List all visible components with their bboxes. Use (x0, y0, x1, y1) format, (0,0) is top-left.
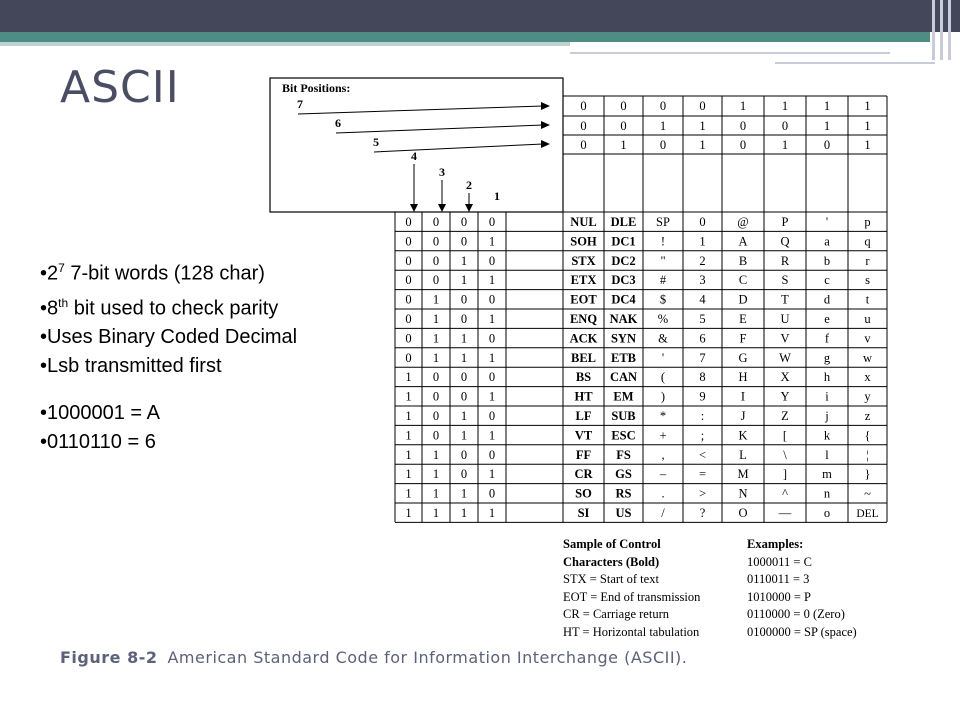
char-cell: w (862, 350, 873, 365)
row-bit-cell: 0 (405, 292, 412, 307)
row-bit-cell: 0 (488, 486, 496, 501)
row-bit-cell: 1 (432, 447, 440, 462)
row-bit-cell: 1 (405, 467, 412, 482)
bit-label: 3 (439, 165, 445, 179)
top-bit-cell: 0 (739, 119, 747, 133)
char-cell: p (864, 215, 871, 229)
row-bit-cell: 0 (405, 312, 412, 326)
top-bit-cell: 1 (864, 138, 871, 152)
char-cell: Y (780, 389, 790, 404)
row-bit-cell: 1 (460, 331, 468, 346)
control-samples (563, 536, 700, 641)
bullet-item: •8th bit used to check parity (40, 295, 279, 320)
control-char-cell: FS (616, 447, 631, 462)
row-bit-cell: 1 (405, 447, 412, 462)
row-bit-cell: 1 (488, 312, 496, 326)
caption-text: American Standard Code for Information Interchange (ASCII). (167, 648, 688, 667)
top-bit-cell: 1 (864, 119, 871, 133)
char-cell: L (739, 447, 747, 462)
top-bit-cell: 0 (823, 138, 831, 152)
arrow-head (541, 140, 550, 148)
char-cell: n (823, 486, 831, 501)
char-cell: b (823, 253, 831, 268)
char-cell: ~ (864, 486, 871, 501)
row-bit-cell: 1 (488, 467, 496, 482)
char-cell: m (822, 467, 832, 482)
row-bit-cell: 0 (460, 292, 468, 307)
char-cell: N (738, 486, 748, 501)
char-cell: [ (782, 428, 788, 443)
control-char-cell: SUB (611, 409, 636, 423)
char-cell: c (824, 273, 830, 288)
figure-caption (60, 648, 687, 667)
bullet-list (40, 254, 297, 457)
row-bit-cell: 1 (460, 428, 468, 443)
bit-label: 4 (411, 149, 417, 163)
row-bit-cell: 1 (432, 486, 440, 501)
control-item: HT = Horizontal tabulation (563, 624, 700, 639)
char-cell: l (825, 447, 829, 462)
bit-label: 6 (335, 116, 341, 130)
arrow-head (410, 204, 418, 212)
row-bit-cell: 1 (432, 506, 440, 520)
char-cell: } (864, 467, 871, 482)
control-char-cell: STX (571, 253, 596, 268)
control-char-cell: VT (574, 428, 593, 443)
char-cell: B (738, 253, 748, 268)
char-cell: W (779, 350, 791, 365)
bit-arrow (374, 144, 543, 152)
char-cell: 0 (699, 215, 706, 229)
row-bit-cell: 0 (460, 467, 468, 482)
control-char-cell: DC1 (611, 234, 636, 249)
char-cell: h (823, 370, 831, 385)
char-cell: ! (660, 234, 666, 249)
row-bit-cell: 0 (488, 331, 496, 346)
bit-arrow (298, 106, 543, 114)
char-cell: d (823, 292, 831, 307)
examples-list (747, 536, 857, 641)
row-bit-cell: 0 (460, 370, 468, 385)
bit-label: 5 (373, 135, 379, 149)
char-cell: SP (656, 215, 670, 229)
row-bit-cell: 0 (488, 215, 496, 229)
control-char-cell: RS (615, 486, 632, 501)
char-cell: F (739, 331, 747, 346)
char-cell: P (781, 215, 789, 229)
char-cell: T (781, 292, 789, 307)
char-cell: ] (782, 467, 788, 482)
top-bit-cell: 1 (864, 99, 871, 113)
top-bit-cell: 0 (659, 138, 667, 152)
example-code: 1010000 = P (747, 589, 812, 604)
control-char-cell: GS (615, 467, 632, 482)
control-char-cell: ENQ (569, 312, 598, 326)
control-char-cell: ESC (611, 428, 636, 443)
char-cell: ¦ (866, 447, 869, 462)
row-bit-cell: 1 (405, 506, 412, 520)
row-bit-cell: 1 (460, 506, 468, 520)
control-char-cell: SO (575, 486, 592, 501)
char-cell: u (864, 312, 871, 326)
char-cell: & (658, 331, 668, 346)
char-cell: O (738, 506, 748, 520)
control-char-cell: ETX (570, 273, 597, 288)
row-bit-cell: 0 (432, 370, 440, 385)
char-cell: * (659, 409, 667, 423)
row-bit-cell: 0 (432, 428, 440, 443)
row-bit-cell: 1 (405, 370, 412, 385)
char-cell: v (864, 331, 871, 346)
char-cell: @ (737, 215, 749, 229)
control-char-cell: ACK (569, 331, 598, 346)
example-code: 0110011 = 3 (747, 572, 810, 586)
control-char-cell: NUL (570, 215, 597, 229)
control-char-cell: ETB (610, 350, 637, 365)
char-cell: > (698, 486, 707, 501)
row-bit-cell: 1 (405, 409, 412, 423)
char-cell: K (738, 428, 748, 443)
bit-label: 7 (297, 97, 303, 111)
row-bit-cell: 1 (405, 428, 412, 443)
char-cell: I (740, 389, 746, 404)
control-char-cell: US (615, 506, 632, 520)
row-bit-cell: 0 (432, 234, 440, 249)
control-char-cell: DC2 (611, 253, 636, 268)
control-char-cell: EM (613, 389, 634, 404)
slide-title: ASCII (60, 62, 180, 113)
row-bit-cell: 0 (460, 215, 468, 229)
char-cell: 1 (699, 234, 706, 249)
char-cell: 6 (699, 331, 706, 346)
char-cell: H (738, 370, 748, 385)
control-header: Sample of Control (563, 537, 661, 551)
char-cell: j (825, 409, 829, 423)
row-bit-cell: 1 (432, 292, 440, 307)
char-cell: ) (660, 389, 666, 404)
control-char-cell: HT (574, 389, 593, 404)
top-bit-cell: 1 (781, 138, 789, 152)
control-char-cell: BEL (570, 350, 597, 365)
char-cell: U (780, 312, 790, 326)
top-bit-cell: 1 (739, 99, 747, 113)
char-cell: : (700, 409, 705, 423)
char-cell: X (780, 370, 790, 385)
char-cell: 5 (699, 312, 706, 326)
char-cell: k (823, 428, 831, 443)
row-bit-cell: 0 (405, 253, 412, 268)
row-bit-cell: 0 (405, 215, 412, 229)
control-char-cell: DC3 (611, 273, 636, 288)
char-cell: . (661, 486, 665, 501)
control-char-cell: FF (575, 447, 592, 462)
top-bit-cell: 0 (699, 99, 706, 113)
char-cell: 3 (699, 273, 706, 288)
control-char-cell: EOT (570, 292, 597, 307)
row-bit-cell: 1 (432, 467, 440, 482)
char-cell: $ (659, 292, 667, 307)
top-bit-cell: 1 (781, 99, 789, 113)
char-cell: G (738, 350, 748, 365)
char-cell: S (781, 273, 789, 288)
char-cell: # (659, 273, 667, 288)
control-char-cell: CR (574, 467, 593, 482)
arrow-head (541, 102, 550, 110)
row-bit-cell: 1 (488, 234, 496, 249)
control-char-cell: CAN (609, 370, 638, 385)
char-cell: t (865, 292, 870, 307)
row-bit-cell: 0 (432, 215, 440, 229)
char-cell: – (659, 467, 667, 482)
char-cell: z (864, 409, 871, 423)
top-bit-cell: 1 (699, 138, 706, 152)
char-cell: ' (661, 350, 665, 365)
control-char-cell: DC4 (611, 292, 636, 307)
char-cell: g (823, 350, 831, 365)
top-bit-cell: 0 (739, 138, 747, 152)
example-code: 0110000 = 0 (Zero) (747, 607, 845, 621)
char-cell: ? (699, 506, 706, 520)
bit-positions-label: Bit Positions: (282, 81, 351, 95)
control-header: Characters (Bold) (563, 554, 660, 569)
bullet-item: •Uses Binary Coded Decimal (40, 326, 298, 349)
row-bit-cell: 1 (488, 389, 496, 404)
row-bit-cell: 0 (460, 234, 468, 249)
row-bit-cell: 1 (460, 350, 468, 365)
top-bit-cell: 0 (580, 99, 587, 113)
example-item: •1000001 = A (40, 402, 160, 425)
example-code: 0100000 = SP (space) (747, 624, 857, 639)
char-cell: A (738, 234, 748, 249)
char-cell: f (824, 331, 830, 346)
char-cell: 8 (699, 370, 706, 385)
char-cell: — (778, 506, 792, 520)
row-bit-cell: 0 (432, 253, 440, 268)
top-bit-cell: 1 (620, 138, 627, 152)
char-cell: y (864, 389, 871, 404)
row-bit-cell: 0 (405, 331, 412, 346)
char-cell: , (661, 447, 665, 462)
row-bit-cell: 0 (432, 389, 440, 404)
control-char-cell: SOH (570, 234, 597, 249)
char-cell: x (864, 370, 871, 385)
control-char-cell: DLE (610, 215, 637, 229)
char-cell: % (657, 312, 669, 326)
char-cell: 9 (699, 389, 706, 404)
row-bit-cell: 1 (432, 350, 440, 365)
control-char-cell: LF (575, 409, 592, 423)
row-bit-cell: 0 (405, 234, 412, 249)
row-bit-cell: 1 (460, 486, 468, 501)
char-cell: Q (780, 234, 790, 249)
char-cell: / (661, 506, 665, 520)
char-cell: ( (660, 370, 666, 385)
row-bit-cell: 1 (488, 350, 496, 365)
row-bit-cell: 0 (488, 253, 496, 268)
char-cell: V (780, 331, 790, 346)
top-bit-cell: 1 (659, 119, 667, 133)
char-cell: s (865, 273, 870, 288)
row-bit-cell: 1 (460, 253, 468, 268)
top-bit-cell: 0 (620, 119, 627, 133)
arrow-head (541, 121, 550, 129)
char-cell: \ (783, 447, 787, 462)
control-char-cell: NAK (609, 312, 638, 326)
row-bit-cell: 0 (405, 273, 412, 288)
row-bit-cell: 1 (488, 428, 496, 443)
char-cell: Z (781, 409, 789, 423)
row-bit-cell: 1 (488, 273, 496, 288)
char-cell: ; (700, 428, 705, 443)
control-char-cell: BS (575, 370, 592, 385)
row-bit-cell: 0 (432, 409, 440, 423)
char-cell: 2 (699, 253, 706, 268)
control-char-cell: SI (577, 506, 590, 520)
top-bit-cell: 1 (699, 119, 706, 133)
char-cell: < (698, 447, 707, 462)
top-bit-cell: 1 (823, 119, 831, 133)
char-cell: o (823, 506, 831, 520)
char-cell: { (864, 428, 871, 443)
top-bit-cell: 0 (659, 99, 667, 113)
control-item: STX = Start of text (563, 572, 659, 586)
caption-label: Figure 8-2 (60, 648, 158, 667)
top-bit-cell: 0 (580, 119, 587, 133)
row-bit-cell: 0 (488, 370, 496, 385)
char-cell: i (825, 389, 829, 404)
row-bit-cell: 0 (432, 273, 440, 288)
char-cell: J (740, 409, 746, 423)
bullet-item: •Lsb transmitted first (40, 355, 222, 378)
bit-label: 2 (466, 178, 472, 192)
top-bit-cell: 0 (781, 119, 789, 133)
row-bit-cell: 1 (405, 389, 412, 404)
arrow-head (465, 204, 473, 212)
row-bit-cell: 0 (460, 447, 468, 462)
char-cell: = (698, 467, 707, 482)
control-item: CR = Carriage return (563, 607, 669, 621)
char-cell: + (659, 428, 667, 443)
char-cell: M (737, 467, 749, 482)
char-cell: 7 (699, 350, 706, 365)
row-bit-cell: 0 (460, 312, 468, 326)
row-bit-cell: 1 (405, 486, 412, 501)
char-cell: e (824, 312, 830, 326)
row-bit-cell: 1 (432, 331, 440, 346)
bullet-item: $•2^7$ 7-bit words (128 char) (40, 261, 265, 285)
row-bit-cell: 0 (460, 389, 468, 404)
top-bit-cell: 0 (580, 138, 587, 152)
row-bit-cell: 1 (432, 312, 440, 326)
char-cell: C (738, 273, 748, 288)
char-cell: " (660, 253, 666, 268)
char-cell: ^ (782, 486, 788, 501)
row-bit-cell: 1 (460, 273, 468, 288)
row-bit-cell: 0 (488, 292, 496, 307)
char-cell: D (738, 292, 748, 307)
char-cell: r (865, 253, 870, 268)
arrow-head (438, 204, 446, 212)
char-cell: a (824, 234, 830, 249)
row-bit-cell: 0 (488, 409, 496, 423)
example-code: 1000011 = C (747, 554, 812, 569)
char-cell: 4 (699, 292, 706, 307)
examples-header: Examples: (747, 537, 804, 551)
char-cell: DEL (856, 508, 879, 520)
control-char-cell: SYN (610, 331, 637, 346)
row-bit-cell: 0 (488, 447, 496, 462)
char-cell: ' (825, 215, 829, 229)
bit-arrow (336, 125, 543, 133)
top-bit-cell: 1 (823, 99, 831, 113)
bit-label: 1 (494, 189, 500, 203)
row-bit-cell: 0 (405, 350, 412, 365)
row-bit-cell: 1 (460, 409, 468, 423)
control-item: EOT = End of transmission (563, 589, 701, 604)
row-bit-cell: 1 (488, 506, 496, 520)
char-cell: E (739, 312, 747, 326)
example-item: •0110110 = 6 (40, 431, 156, 454)
char-cell: q (864, 234, 871, 249)
top-bit-cell: 0 (620, 99, 627, 113)
char-cell: R (780, 253, 790, 268)
